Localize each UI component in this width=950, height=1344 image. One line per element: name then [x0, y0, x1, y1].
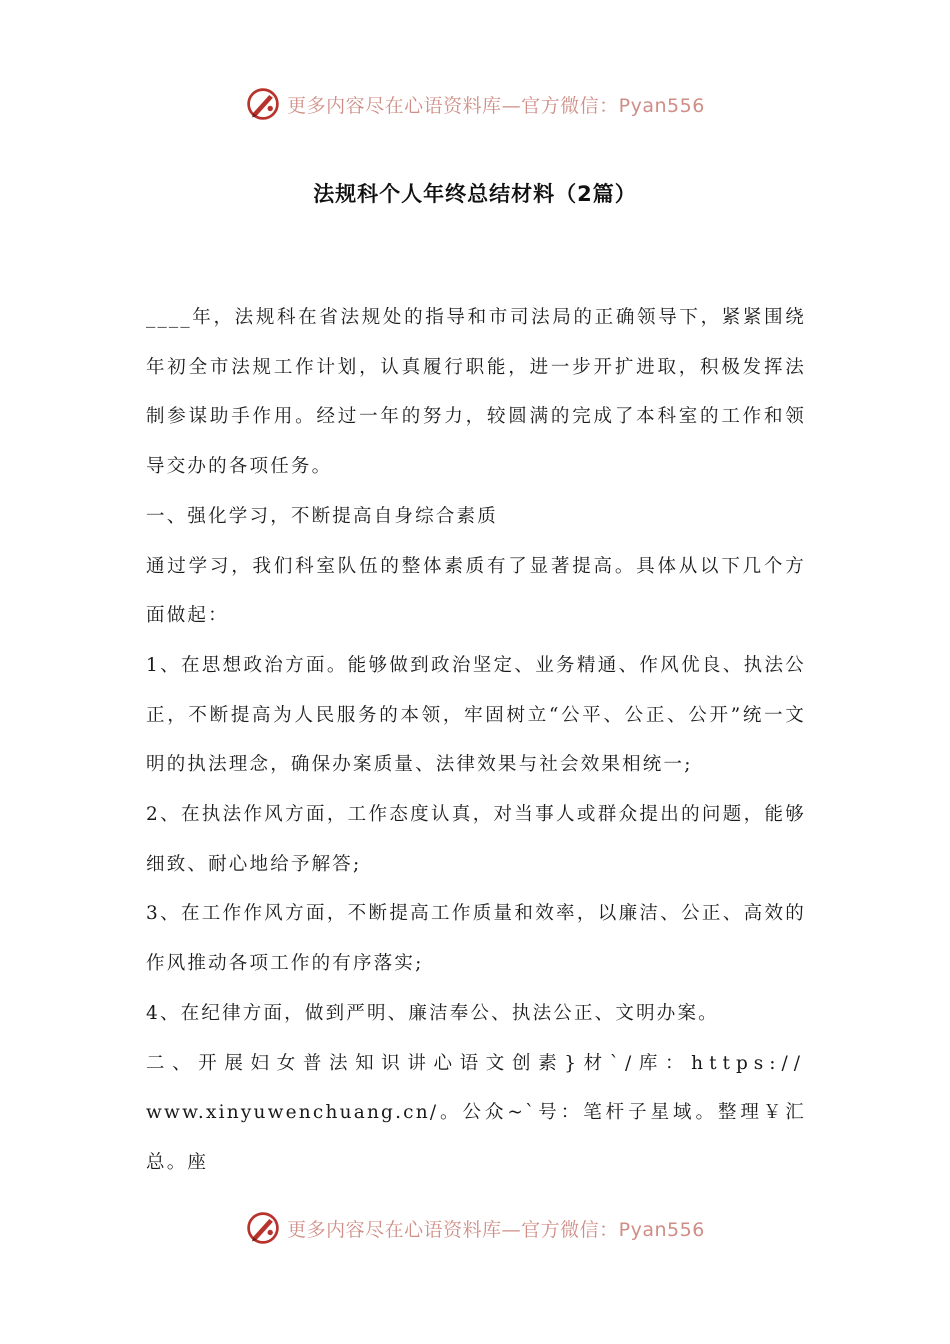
- banner-wechat-id: Pyan556: [618, 94, 705, 117]
- banner-wechat-id: Pyan556: [618, 1218, 705, 1241]
- paragraph-study: 通过学习，我们科室队伍的整体素质有了显著提高。具体从以下几个方面做起：: [146, 555, 806, 627]
- paragraph-item-4: 4、在纪律方面，做到严明、廉洁奉公、执法公正、文明办案。: [146, 1002, 719, 1024]
- pen-logo-icon: [245, 86, 281, 122]
- section-heading-1: 一、强化学习，不断提高自身综合素质: [146, 505, 498, 527]
- section-heading-2: 二、开展妇女普法知识讲心语文创素}材`/库：https://: [146, 1052, 806, 1074]
- paragraph-item-2: 2、在执法作风方面，工作态度认真，对当事人或群众提出的问题，能够细致、耐心地给予解答;: [146, 804, 806, 875]
- paragraph-url-line: www.xinyuwenchuang.cn/。公众~`号：笔杆子星域。整理￥汇总。座: [146, 1102, 806, 1173]
- banner-text: 更多内容尽在心语资料库—官方微信：Pyan556: [287, 1218, 705, 1241]
- banner-text: 更多内容尽在心语资料库—官方微信：Pyan556: [287, 94, 705, 117]
- document-body: [146, 293, 806, 1188]
- paragraph-item-1: 1、在思想政治方面。能够做到政治坚定、业务精通、作风优良、执法公正，不断提高为人民服务的本领，牢固树立“公平、公正、公开”统一文明的执法理念，确保办案质量、法律效果与社会效果相统一;: [146, 654, 806, 776]
- header-banner: [0, 84, 950, 124]
- pen-logo-icon: [245, 1210, 281, 1246]
- paragraph-item-3: 3、在工作作风方面，不断提高工作质量和效率，以廉洁、公正、高效的作风推动各项工作的有序落实;: [146, 903, 806, 975]
- document-title: 法规科个人年终总结材料（2篇）: [313, 182, 637, 206]
- footer-banner: [0, 1208, 950, 1248]
- paragraph-intro: ____年，法规科在省法规处的指导和市司法局的正确领导下，紧紧围绕年初全市法规工作计划，认真履行职能，进一步开扩进取，积极发挥法制参谋助手作用。经过一年的努力，较圆满的完成了本科室的工作和领导交办的各项任务。: [146, 307, 806, 478]
